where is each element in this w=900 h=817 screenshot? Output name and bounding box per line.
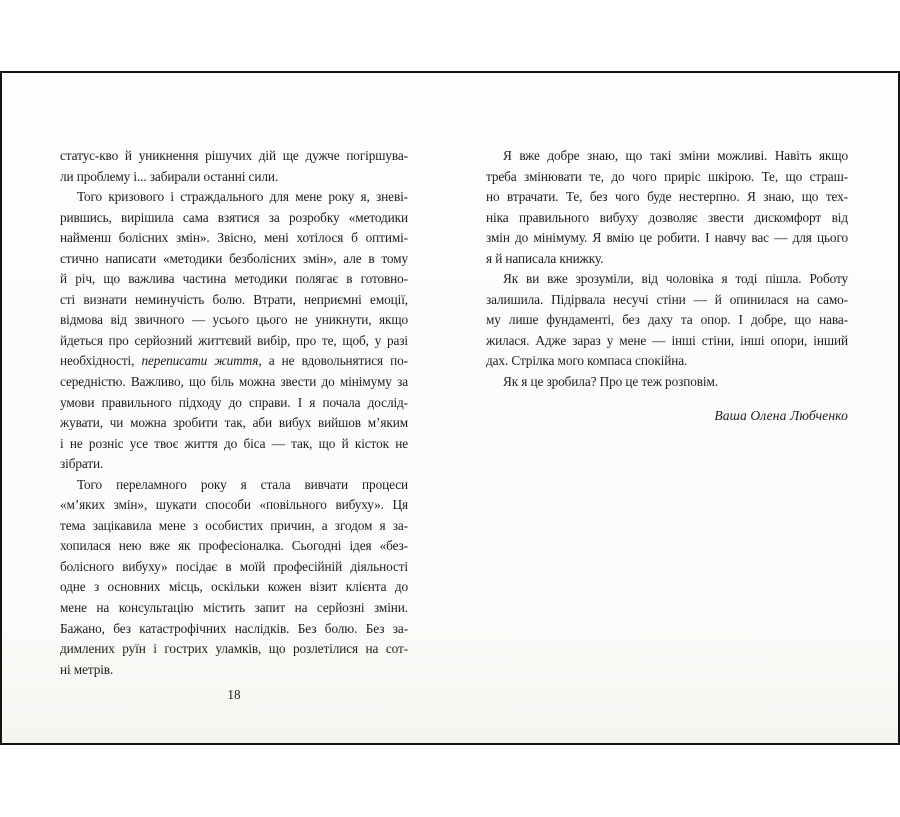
text-line: змін до мінімуму. Я вмію це робити. І навчу вас — для цього xyxy=(486,230,848,246)
text-line: ні метрів. xyxy=(60,661,114,677)
text-line: умови правильного підходу до справи. І я почала дослід- xyxy=(60,394,408,410)
text-line: хопилася нею вже як професіоналка. Сьогодні ідея «без- xyxy=(60,538,408,554)
text-line: треба змінювати те, до чого приріс шкірою. Те, що страш- xyxy=(486,168,848,184)
text-line: і не розніс усе твоє життя до біса — так, що й кісток не xyxy=(60,435,408,451)
text-line: Як я це зробила? Про це теж розповім. xyxy=(503,374,719,390)
text-line: необхідності, переписати життя, а не вдовольнятися по- xyxy=(60,353,408,369)
text-line: тема зацікавила мене з особистих причин, а згодом я за- xyxy=(60,517,408,533)
text-line: відмова від звичного — усього цього не уникнути, якщо xyxy=(60,312,408,328)
text-line: му лише фундаменті, без даху та опор. І добре, що нава- xyxy=(486,312,848,328)
author-signature: Ваша Олена Любченко xyxy=(714,408,848,423)
text-line: я й написала книжку. xyxy=(486,250,604,266)
text-line: стично написати «методики безболісних змін», але в тому xyxy=(60,250,408,266)
text-line: зібрати. xyxy=(60,456,104,472)
text-line: йдеться про серйозний життєвий вибір, про те, щоб, у разі xyxy=(60,332,408,348)
text-line: жувати, чи можна зробити так, аби вибух вийшов м’яким xyxy=(60,415,408,431)
text-line: Я вже добре знаю, що такі зміни можливі. Навіть якщо xyxy=(503,148,848,163)
book-spread-photo xyxy=(0,71,900,745)
text-line: болісного вибуху» посідає в моїй професійній діяльності xyxy=(60,558,408,574)
text-line: Того кризового і страждального для мене року я, зневі- xyxy=(77,189,408,205)
text-line: мене на консультацію містить запит на серйозні зміни. xyxy=(60,600,408,616)
text-line: залишила. Підірвала несучі стіни — й опинилася на само- xyxy=(486,291,848,307)
text-line: дах. Стрілка мого компаса спокійна. xyxy=(486,353,688,369)
right-page-text xyxy=(486,146,848,393)
text-line: ніка правильного вибуху дозволяє звести дискомфорт від xyxy=(486,209,848,225)
text-line: ли проблему і... забирали останні сили. xyxy=(60,168,279,184)
text-line: сті визнати неминучість болю. Втрати, неприємні емоції, xyxy=(60,291,408,307)
text-line: найменш болісних змін». Звісно, мені хотілося б оптимі- xyxy=(60,230,408,246)
text-line: рившись, вирішила сама взятися за розробку «методики xyxy=(60,209,408,225)
text-line: Того переламного року я стала вивчати процеси xyxy=(77,476,408,492)
text-line: одне з основних місць, оскільки кожен візит клієнта до xyxy=(60,579,408,595)
text-line: статус-кво й уникнення рішучих дій ще дужче погіршува- xyxy=(60,148,408,163)
page-number: 18 xyxy=(227,687,241,702)
text-line: Як ви вже зрозуміли, від чоловіка я тоді пішла. Роботу xyxy=(503,271,848,287)
text-line: й річ, що важлива частина методики полягає в готовно- xyxy=(60,271,408,287)
text-line: Бажано, без катастрофічних наслідків. Без болю. Без за- xyxy=(60,620,408,636)
text-line: «м’яких змін», шукати способи «повільного вибуху». Ця xyxy=(60,497,408,513)
text-line: но втрачати. Те, без чого буде нестерпно. Я знаю, що тех- xyxy=(486,189,848,205)
left-page-text xyxy=(60,146,408,680)
text-line: жилася. Адже зараз у мене — інші стіни, інші опори, інший xyxy=(486,332,848,348)
text-line: димлених руїн і гострих уламків, що розлетілися на сот- xyxy=(60,641,408,657)
text-line: середністю. Важливо, що біль можна звести до мінімуму за xyxy=(60,374,408,390)
